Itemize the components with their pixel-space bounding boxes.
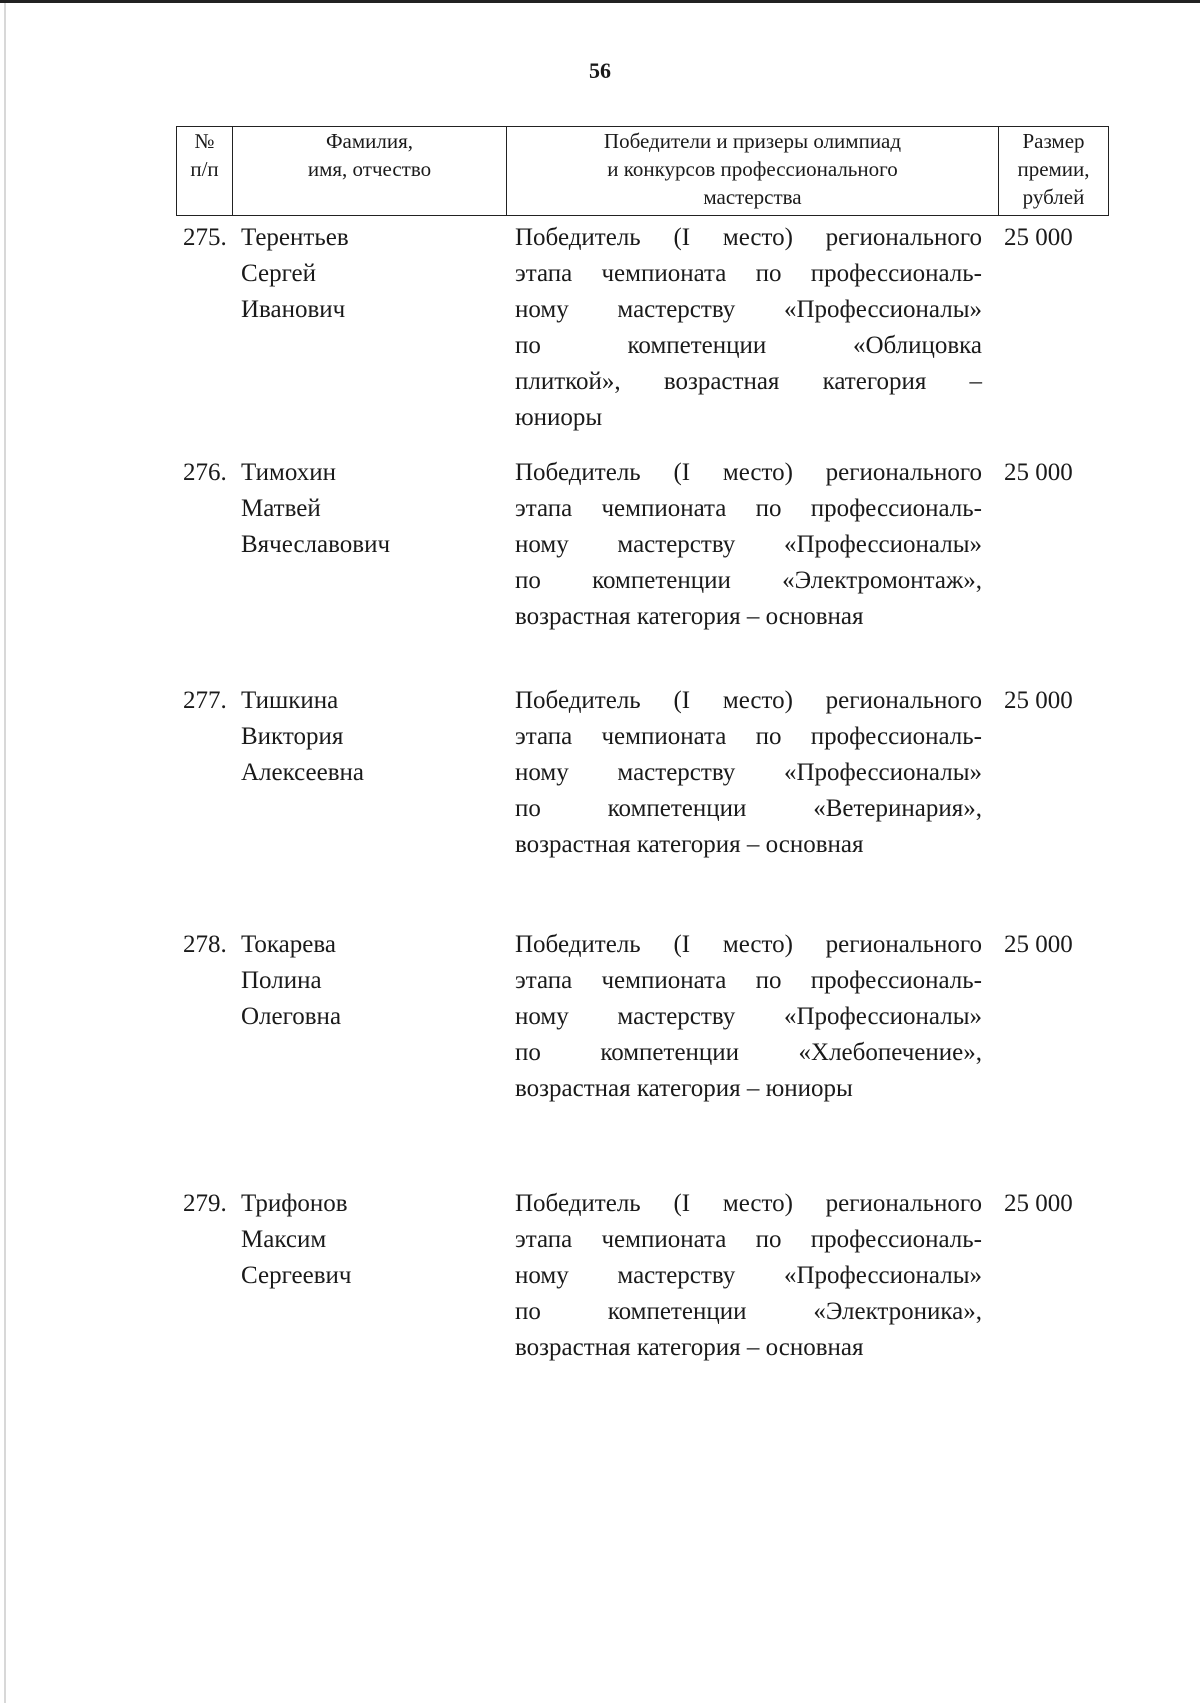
entry-description-line: этапа чемпионата по профессиональ- bbox=[515, 967, 982, 994]
entry-description-line: возрастная категория – юниоры bbox=[515, 1075, 853, 1102]
header-desc-cell bbox=[507, 127, 999, 216]
entry-surname: Токарева bbox=[241, 931, 336, 958]
top-border-line bbox=[0, 0, 1200, 3]
header-desc-line: и конкурсов профессионального bbox=[607, 157, 898, 181]
entry-description-line: Победитель (I место) регионального bbox=[515, 931, 982, 958]
entry-description bbox=[515, 455, 982, 635]
entry-surname: Тишкина bbox=[241, 687, 339, 714]
header-num-line: № bbox=[194, 129, 215, 153]
header-name-line: Фамилия, bbox=[325, 129, 414, 153]
entry-surname: Трифонов bbox=[241, 1190, 348, 1217]
entry-first-name: Максим bbox=[241, 1226, 327, 1253]
entry-first-name: Полина bbox=[241, 967, 322, 994]
entry-description-line: плиткой», возрастная категория – bbox=[515, 368, 982, 395]
entry-description-line: ному мастерству «Профессионалы» bbox=[515, 531, 982, 558]
entry-patronymic: Олеговна bbox=[241, 1003, 342, 1030]
header-desc-line: Победители и призеры олимпиад bbox=[603, 129, 902, 153]
entry-description-line: возрастная категория – основная bbox=[515, 1334, 864, 1361]
left-border-line bbox=[4, 3, 6, 1703]
entry-description-line: возрастная категория – основная bbox=[515, 831, 864, 858]
entry-number: 276. bbox=[183, 459, 227, 486]
entry-description-line: ному мастерству «Профессионалы» bbox=[515, 1262, 982, 1289]
page-number: 56 bbox=[589, 58, 611, 83]
entry-number: 277. bbox=[183, 687, 227, 714]
entry-amount: 25 000 bbox=[1004, 687, 1073, 714]
entry-amount: 25 000 bbox=[1004, 931, 1073, 958]
entry-description-line: этапа чемпионата по профессиональ- bbox=[515, 260, 982, 287]
entry-first-name: Виктория bbox=[241, 723, 344, 750]
table-header bbox=[176, 126, 1109, 216]
entry-amount: 25 000 bbox=[1004, 224, 1073, 251]
entry-description bbox=[515, 927, 982, 1107]
table-header-row bbox=[177, 127, 1109, 216]
entry-first-name: Сергей bbox=[241, 260, 316, 287]
header-num-line: п/п bbox=[190, 157, 219, 181]
entry-description-line: ному мастерству «Профессионалы» bbox=[515, 296, 982, 323]
entry-number: 279. bbox=[183, 1190, 227, 1217]
entry-full-name bbox=[241, 220, 501, 328]
entry-description-line: ному мастерству «Профессионалы» bbox=[515, 1003, 982, 1030]
entry-full-name bbox=[241, 455, 501, 563]
entry-surname: Тимохин bbox=[241, 459, 336, 486]
entry-number: 278. bbox=[183, 931, 227, 958]
entry-description-line: по компетенции «Электроника», bbox=[515, 1298, 982, 1325]
entry-patronymic: Алексеевна bbox=[241, 759, 365, 786]
entry-description-line: этапа чемпионата по профессиональ- bbox=[515, 495, 982, 522]
header-amount-line: премии, bbox=[1017, 157, 1090, 181]
entry-description-line: возрастная категория – основная bbox=[515, 603, 864, 630]
entry-description bbox=[515, 1186, 982, 1366]
header-desc-line: мастерства bbox=[703, 185, 802, 209]
entry-patronymic: Иванович bbox=[241, 296, 346, 323]
entry-amount: 25 000 bbox=[1004, 459, 1073, 486]
header-amount-line: рублей bbox=[1022, 185, 1085, 209]
entry-patronymic: Сергеевич bbox=[241, 1262, 352, 1289]
header-amount-line: Размер bbox=[1022, 129, 1085, 153]
entry-description-line: Победитель (I место) регионального bbox=[515, 687, 982, 714]
entry-first-name: Матвей bbox=[241, 495, 321, 522]
header-num-cell bbox=[177, 127, 233, 216]
entry-description-line: Победитель (I место) регионального bbox=[515, 224, 982, 251]
entry-description-line: этапа чемпионата по профессиональ- bbox=[515, 1226, 982, 1253]
entry-description-line: Победитель (I место) регионального bbox=[515, 459, 982, 486]
entry-description-line: юниоры bbox=[515, 404, 603, 431]
entry-number: 275. bbox=[183, 224, 227, 251]
entry-patronymic: Вячеславович bbox=[241, 531, 391, 558]
entry-amount: 25 000 bbox=[1004, 1190, 1073, 1217]
entry-description-line: по компетенции «Ветеринария», bbox=[515, 795, 982, 822]
entry-description-line: Победитель (I место) регионального bbox=[515, 1190, 982, 1217]
entry-description-line: по компетенции «Облицовка bbox=[515, 332, 982, 359]
header-amount-cell bbox=[999, 127, 1109, 216]
entry-description bbox=[515, 683, 982, 863]
entry-description-line: по компетенции «Хлебопечение», bbox=[515, 1039, 982, 1066]
entry-full-name bbox=[241, 927, 501, 1035]
entry-description bbox=[515, 220, 982, 436]
entry-description-line: ному мастерству «Профессионалы» bbox=[515, 759, 982, 786]
entry-description-line: по компетенции «Электромонтаж», bbox=[515, 567, 982, 594]
entry-description-line: этапа чемпионата по профессиональ- bbox=[515, 723, 982, 750]
entry-full-name bbox=[241, 1186, 501, 1294]
entry-surname: Терентьев bbox=[241, 224, 349, 251]
header-name-cell bbox=[233, 127, 507, 216]
entry-full-name bbox=[241, 683, 501, 791]
header-name-line: имя, отчество bbox=[307, 157, 432, 181]
